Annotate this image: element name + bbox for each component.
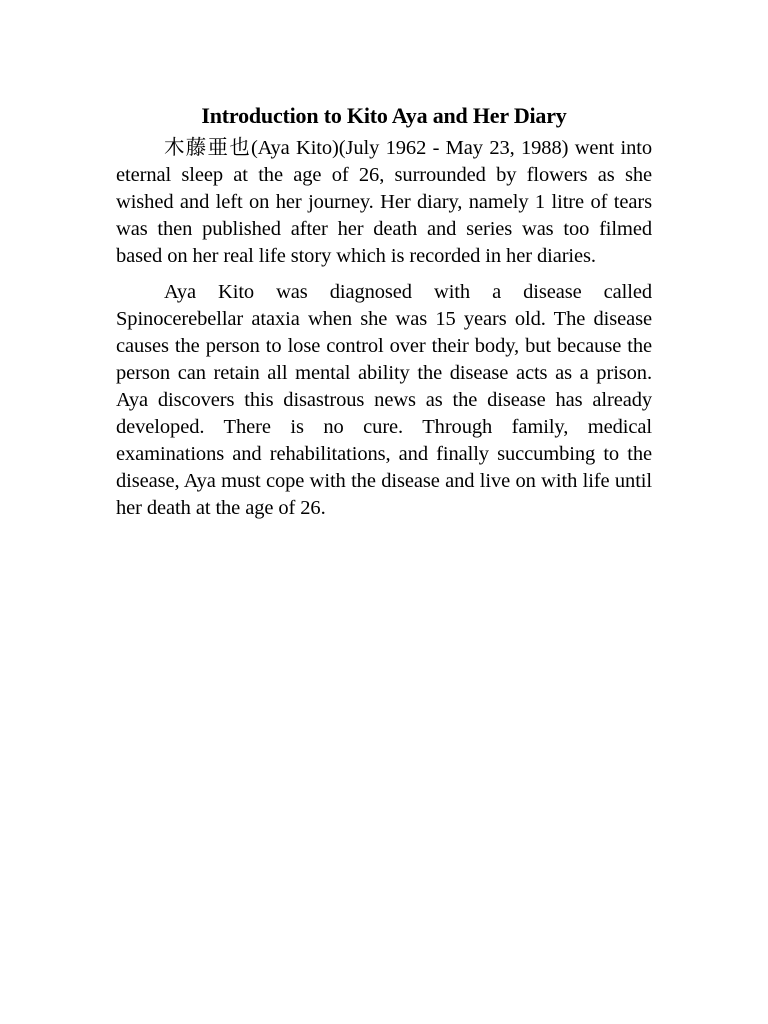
paragraph-diagnosis: Aya Kito was diagnosed with a disease called Spinocerebellar ataxia when she was 15 years old. The disease causes the person to lose control over their body, but because the person can retain all mental ability the disease acts as a prison. Aya discovers this disastrous news as the disease has already developed. There is no cure. Through family, medical examinations and rehabilitations, and finally succumbing to the disease, Aya must cope with the disease and live on with life until her death at the age of 26. <box>116 281 652 519</box>
document-body <box>116 101 652 522</box>
paragraph-intro: 木藤亜也(Aya Kito)(July 1962 - May 23, 1988) went into eternal sleep at the age of 26, surrounded by flowers as she wished and left on her journey. Her diary, namely 1 litre of tears was then published after her death and series was too filmed based on her real life story which is recorded in her diaries. <box>116 137 652 267</box>
document-title: Introduction to Kito Aya and Her Diary <box>201 103 567 128</box>
